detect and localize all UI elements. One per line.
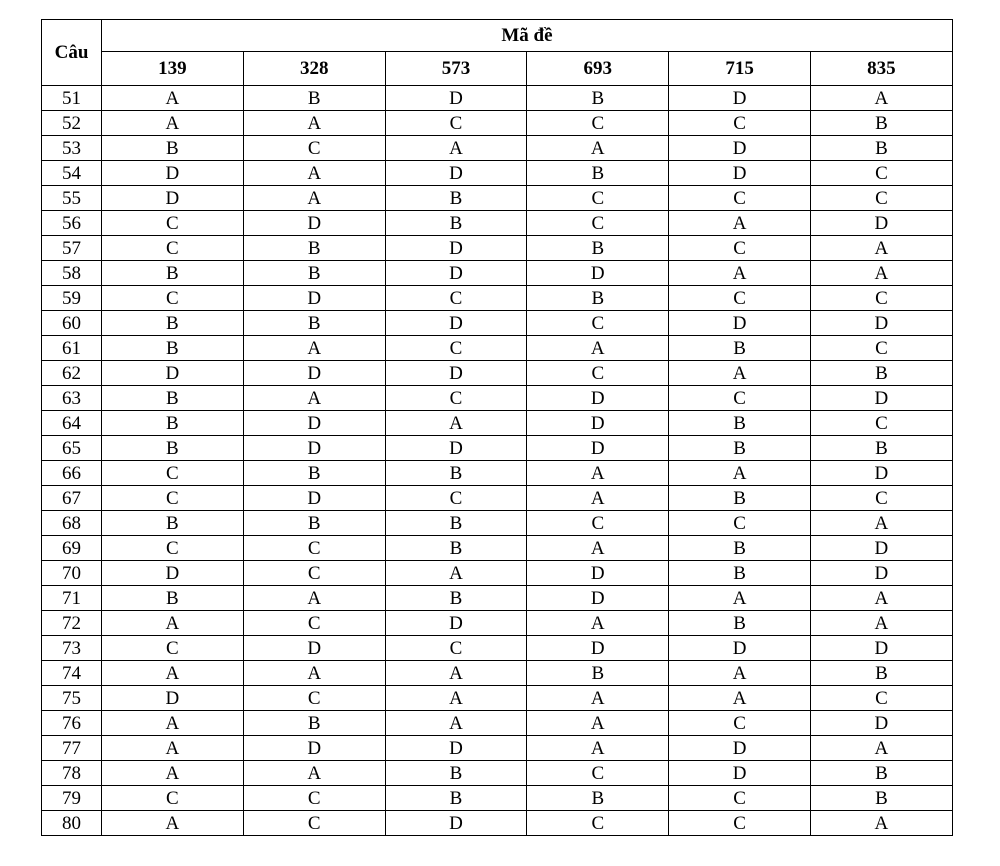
answer-rows xyxy=(42,86,953,836)
header-row-top xyxy=(42,20,953,52)
answer-cell: D xyxy=(243,736,385,761)
answer-cell: B xyxy=(385,511,527,536)
answer-cell: B xyxy=(527,161,669,186)
answer-cell: A xyxy=(527,536,669,561)
answer-cell: D xyxy=(385,811,527,836)
exam-code-header: 573 xyxy=(385,52,527,86)
answer-cell: C xyxy=(527,186,669,211)
answer-cell: C xyxy=(527,111,669,136)
answer-cell: C xyxy=(669,186,811,211)
question-number-cell: 75 xyxy=(42,686,102,711)
answer-cell: C xyxy=(810,336,952,361)
answer-cell: D xyxy=(385,161,527,186)
answer-cell: C xyxy=(810,286,952,311)
answer-cell: C xyxy=(810,161,952,186)
answer-cell: C xyxy=(102,286,244,311)
table-row xyxy=(42,311,953,336)
answer-cell: B xyxy=(527,286,669,311)
answer-cell: D xyxy=(527,561,669,586)
table-row xyxy=(42,286,953,311)
table-row xyxy=(42,736,953,761)
answer-cell: D xyxy=(810,636,952,661)
answer-cell: D xyxy=(385,261,527,286)
table-row xyxy=(42,411,953,436)
question-number-cell: 56 xyxy=(42,211,102,236)
table-row xyxy=(42,161,953,186)
question-number-cell: 70 xyxy=(42,561,102,586)
exam-code-header: 715 xyxy=(669,52,811,86)
answer-cell: D xyxy=(669,311,811,336)
answer-cell: C xyxy=(102,236,244,261)
answer-cell: C xyxy=(385,636,527,661)
answer-cell: C xyxy=(385,111,527,136)
answer-cell: B xyxy=(102,386,244,411)
answer-cell: B xyxy=(669,486,811,511)
answer-cell: B xyxy=(527,86,669,111)
question-number-cell: 77 xyxy=(42,736,102,761)
answer-cell: B xyxy=(243,511,385,536)
question-number-cell: 80 xyxy=(42,811,102,836)
answer-cell: A xyxy=(527,686,669,711)
answer-cell: D xyxy=(810,561,952,586)
answer-cell: A xyxy=(102,711,244,736)
answer-cell: A xyxy=(669,586,811,611)
exam-code-header: 693 xyxy=(527,52,669,86)
answer-cell: D xyxy=(385,736,527,761)
answer-cell: A xyxy=(385,136,527,161)
answer-cell: C xyxy=(385,386,527,411)
answer-cell: C xyxy=(102,536,244,561)
answer-cell: B xyxy=(385,211,527,236)
answer-cell: D xyxy=(243,286,385,311)
table-row xyxy=(42,211,953,236)
answer-cell: D xyxy=(102,161,244,186)
question-number-cell: 60 xyxy=(42,311,102,336)
exam-code-group-header: Mã đề xyxy=(102,20,953,52)
exam-code-header: 835 xyxy=(810,52,952,86)
answer-cell: B xyxy=(810,661,952,686)
answer-cell: C xyxy=(102,461,244,486)
answer-cell: B xyxy=(669,561,811,586)
answer-cell: C xyxy=(810,186,952,211)
table-row xyxy=(42,361,953,386)
answer-cell: B xyxy=(385,186,527,211)
answer-cell: C xyxy=(669,811,811,836)
answer-cell: A xyxy=(810,811,952,836)
table-row xyxy=(42,511,953,536)
answer-cell: B xyxy=(102,436,244,461)
answer-cell: B xyxy=(385,586,527,611)
answer-cell: C xyxy=(102,786,244,811)
table-row xyxy=(42,561,953,586)
table-row xyxy=(42,761,953,786)
answer-cell: D xyxy=(669,161,811,186)
table-row xyxy=(42,786,953,811)
question-number-cell: 63 xyxy=(42,386,102,411)
question-number-cell: 73 xyxy=(42,636,102,661)
answer-cell: A xyxy=(810,261,952,286)
answer-cell: B xyxy=(527,661,669,686)
answer-cell: B xyxy=(243,311,385,336)
answer-cell: A xyxy=(243,386,385,411)
answer-cell: B xyxy=(243,86,385,111)
question-number-cell: 66 xyxy=(42,461,102,486)
answer-cell: C xyxy=(527,311,669,336)
answer-cell: C xyxy=(102,636,244,661)
answer-cell: A xyxy=(385,711,527,736)
answer-cell: B xyxy=(810,761,952,786)
answer-cell: D xyxy=(243,361,385,386)
answer-cell: D xyxy=(527,386,669,411)
answer-cell: A xyxy=(243,761,385,786)
table-row xyxy=(42,811,953,836)
answer-cell: D xyxy=(102,561,244,586)
answer-cell: B xyxy=(669,336,811,361)
answer-cell: C xyxy=(810,686,952,711)
answer-cell: A xyxy=(243,161,385,186)
answer-cell: C xyxy=(102,486,244,511)
answer-cell: A xyxy=(385,686,527,711)
answer-cell: B xyxy=(243,711,385,736)
answer-cell: D xyxy=(527,411,669,436)
answer-cell: C xyxy=(810,486,952,511)
answer-cell: D xyxy=(243,211,385,236)
answer-cell: C xyxy=(243,136,385,161)
answer-cell: A xyxy=(102,86,244,111)
question-number-cell: 71 xyxy=(42,586,102,611)
answer-cell: A xyxy=(527,486,669,511)
answer-cell: A xyxy=(243,661,385,686)
answer-cell: A xyxy=(810,236,952,261)
answer-cell: B xyxy=(102,336,244,361)
answer-cell: A xyxy=(243,186,385,211)
question-number-cell: 69 xyxy=(42,536,102,561)
answer-cell: A xyxy=(102,811,244,836)
answer-cell: D xyxy=(243,411,385,436)
answer-cell: C xyxy=(385,486,527,511)
table-row xyxy=(42,636,953,661)
table-row xyxy=(42,236,953,261)
question-number-cell: 76 xyxy=(42,711,102,736)
answer-cell: C xyxy=(669,111,811,136)
answer-cell: C xyxy=(669,511,811,536)
answer-cell: A xyxy=(385,411,527,436)
table-row xyxy=(42,661,953,686)
answer-cell: A xyxy=(102,761,244,786)
question-number-cell: 57 xyxy=(42,236,102,261)
answer-cell: B xyxy=(527,786,669,811)
answer-cell: A xyxy=(810,736,952,761)
answer-cell: D xyxy=(243,636,385,661)
question-number-cell: 62 xyxy=(42,361,102,386)
answer-cell: A xyxy=(669,461,811,486)
question-number-cell: 55 xyxy=(42,186,102,211)
answer-cell: D xyxy=(810,311,952,336)
question-number-cell: 72 xyxy=(42,611,102,636)
answer-cell: A xyxy=(102,736,244,761)
answer-cell: D xyxy=(527,586,669,611)
answer-cell: D xyxy=(385,86,527,111)
answer-cell: D xyxy=(810,711,952,736)
answer-cell: A xyxy=(527,336,669,361)
answer-cell: B xyxy=(669,536,811,561)
answer-cell: A xyxy=(810,511,952,536)
answer-cell: B xyxy=(810,436,952,461)
answer-cell: C xyxy=(102,211,244,236)
question-number-cell: 58 xyxy=(42,261,102,286)
exam-code-header: 328 xyxy=(243,52,385,86)
question-number-cell: 79 xyxy=(42,786,102,811)
answer-cell: C xyxy=(243,561,385,586)
answer-cell: D xyxy=(385,361,527,386)
answer-cell: A xyxy=(669,361,811,386)
table-row xyxy=(42,436,953,461)
answer-cell: D xyxy=(385,436,527,461)
answer-cell: B xyxy=(385,786,527,811)
question-number-header: Câu xyxy=(42,20,102,86)
answer-cell: A xyxy=(527,136,669,161)
question-number-cell: 61 xyxy=(42,336,102,361)
answer-cell: B xyxy=(810,786,952,811)
answer-cell: D xyxy=(102,686,244,711)
answer-cell: B xyxy=(810,111,952,136)
answer-cell: D xyxy=(810,211,952,236)
table-row xyxy=(42,111,953,136)
answer-cell: C xyxy=(810,411,952,436)
answer-cell: D xyxy=(527,636,669,661)
question-number-cell: 51 xyxy=(42,86,102,111)
answer-cell: C xyxy=(385,336,527,361)
answer-cell: B xyxy=(102,586,244,611)
question-number-cell: 59 xyxy=(42,286,102,311)
answer-cell: C xyxy=(527,361,669,386)
answer-cell: B xyxy=(102,261,244,286)
answer-cell: D xyxy=(810,461,952,486)
table-row xyxy=(42,261,953,286)
answer-cell: B xyxy=(102,411,244,436)
answer-cell: A xyxy=(385,661,527,686)
answer-cell: C xyxy=(669,711,811,736)
table-row xyxy=(42,711,953,736)
question-number-cell: 53 xyxy=(42,136,102,161)
question-number-cell: 65 xyxy=(42,436,102,461)
answer-key-table xyxy=(41,19,953,836)
answer-cell: D xyxy=(243,486,385,511)
question-number-cell: 78 xyxy=(42,761,102,786)
answer-cell: A xyxy=(102,111,244,136)
answer-cell: A xyxy=(810,586,952,611)
table-row xyxy=(42,86,953,111)
answer-cell: D xyxy=(669,636,811,661)
table-row xyxy=(42,136,953,161)
table-row xyxy=(42,536,953,561)
answer-cell: A xyxy=(527,711,669,736)
answer-cell: A xyxy=(102,661,244,686)
answer-cell: D xyxy=(669,86,811,111)
answer-cell: B xyxy=(243,236,385,261)
answer-cell: B xyxy=(385,761,527,786)
question-number-cell: 67 xyxy=(42,486,102,511)
answer-cell: A xyxy=(527,736,669,761)
answer-cell: A xyxy=(669,211,811,236)
table-row xyxy=(42,686,953,711)
answer-cell: D xyxy=(527,261,669,286)
table-row xyxy=(42,186,953,211)
answer-cell: C xyxy=(385,286,527,311)
answer-cell: B xyxy=(102,511,244,536)
answer-cell: D xyxy=(669,736,811,761)
question-number-cell: 68 xyxy=(42,511,102,536)
exam-code-header: 139 xyxy=(102,52,244,86)
answer-cell: B xyxy=(669,611,811,636)
answer-cell: D xyxy=(243,436,385,461)
question-number-cell: 74 xyxy=(42,661,102,686)
table-row xyxy=(42,386,953,411)
table-row xyxy=(42,486,953,511)
answer-cell: D xyxy=(669,761,811,786)
answer-cell: C xyxy=(669,286,811,311)
answer-cell: C xyxy=(243,611,385,636)
answer-cell: B xyxy=(243,461,385,486)
answer-cell: A xyxy=(243,586,385,611)
answer-cell: B xyxy=(669,436,811,461)
answer-cell: D xyxy=(102,186,244,211)
answer-cell: B xyxy=(669,411,811,436)
answer-cell: A xyxy=(243,111,385,136)
answer-cell: C xyxy=(243,536,385,561)
answer-cell: C xyxy=(527,211,669,236)
answer-cell: A xyxy=(102,611,244,636)
answer-cell: A xyxy=(810,611,952,636)
answer-cell: A xyxy=(243,336,385,361)
answer-cell: C xyxy=(243,786,385,811)
answer-cell: B xyxy=(102,136,244,161)
answer-cell: C xyxy=(527,511,669,536)
answer-cell: C xyxy=(243,686,385,711)
answer-cell: C xyxy=(669,236,811,261)
answer-cell: A xyxy=(669,686,811,711)
answer-cell: A xyxy=(669,261,811,286)
question-number-cell: 52 xyxy=(42,111,102,136)
answer-cell: A xyxy=(669,661,811,686)
answer-cell: D xyxy=(385,236,527,261)
answer-cell: B xyxy=(527,236,669,261)
answer-cell: D xyxy=(810,536,952,561)
table-row xyxy=(42,461,953,486)
answer-cell: C xyxy=(527,761,669,786)
answer-cell: D xyxy=(810,386,952,411)
question-number-cell: 54 xyxy=(42,161,102,186)
answer-cell: A xyxy=(810,86,952,111)
answer-cell: A xyxy=(527,461,669,486)
answer-cell: C xyxy=(243,811,385,836)
answer-cell: B xyxy=(810,136,952,161)
table-row xyxy=(42,611,953,636)
answer-cell: A xyxy=(385,561,527,586)
answer-cell: D xyxy=(385,611,527,636)
answer-cell: B xyxy=(385,536,527,561)
answer-cell: D xyxy=(102,361,244,386)
answer-cell: C xyxy=(527,811,669,836)
answer-cell: D xyxy=(527,436,669,461)
answer-cell: D xyxy=(669,136,811,161)
question-number-cell: 64 xyxy=(42,411,102,436)
answer-cell: B xyxy=(243,261,385,286)
answer-cell: B xyxy=(102,311,244,336)
table-header xyxy=(42,20,953,86)
table-row xyxy=(42,586,953,611)
table-row xyxy=(42,336,953,361)
answer-cell: A xyxy=(527,611,669,636)
answer-cell: B xyxy=(810,361,952,386)
answer-cell: C xyxy=(669,386,811,411)
header-row-codes xyxy=(42,52,953,86)
answer-cell: C xyxy=(669,786,811,811)
answer-cell: D xyxy=(385,311,527,336)
answer-cell: B xyxy=(385,461,527,486)
